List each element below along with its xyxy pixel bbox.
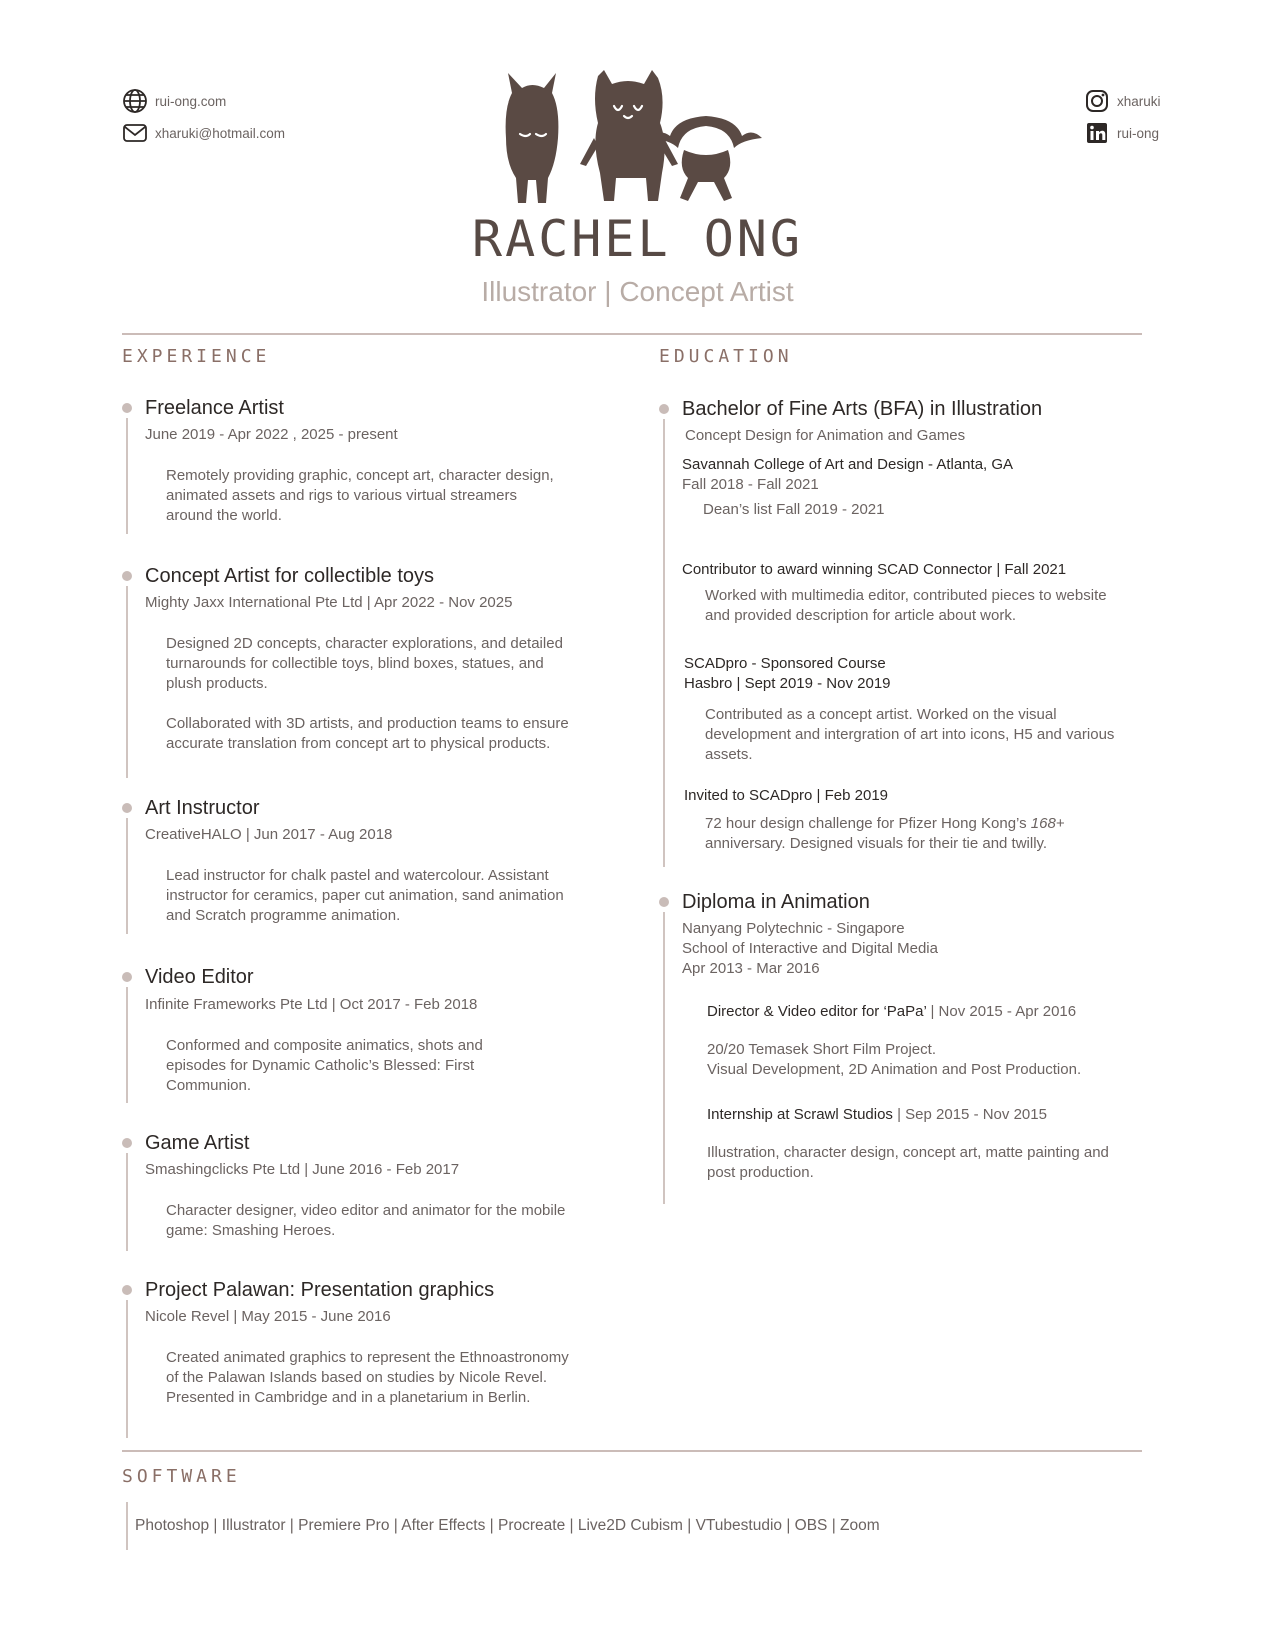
activity-description: 20/20 Temasek Short Film Project. Visual Development, 2D Animation and Post Production.	[707, 1041, 1082, 1078]
website-link[interactable]: rui-ong.com	[155, 93, 227, 109]
software-heading: SOFTWARE	[122, 1466, 241, 1487]
job-description: Collaborated with 3D artists, and production teams to ensure accurate translation from concept art to physical products.	[166, 715, 569, 752]
school-name: Savannah College of Art and Design - Atlanta, GA	[682, 456, 1014, 473]
activity-title: Invited to SCADpro | Feb 2019	[684, 787, 889, 804]
timeline-bullet	[122, 403, 132, 413]
timeline-line	[126, 418, 128, 534]
timeline-bullet	[122, 1138, 132, 1148]
job-title: Video Editor	[145, 966, 254, 988]
job-meta: Nicole Revel | May 2015 - June 2016	[145, 1308, 391, 1325]
job-title: Art Instructor	[145, 797, 260, 819]
instagram-handle[interactable]: xharuki	[1117, 93, 1161, 109]
job-meta: Mighty Jaxx International Pte Ltd | Apr 2022 - Nov 2025	[145, 594, 513, 611]
timeline-line	[126, 987, 128, 1103]
job-description: Designed 2D concepts, character explorations, and detailed turnarounds for collectible toys, blind boxes, statues, and plush products.	[166, 635, 563, 692]
faculty-name: School of Interactive and Digital Media	[682, 940, 938, 957]
honor-text: Dean’s list Fall 2019 - 2021	[703, 501, 885, 518]
timeline-bullet	[122, 972, 132, 982]
footer-divider	[122, 1450, 1142, 1452]
mascot-logo-icon	[500, 68, 780, 208]
timeline-line	[126, 1153, 128, 1251]
activity-description: Contributed as a concept artist. Worked on the visual development and intergration of art into icons, H5 and various assets.	[705, 706, 1115, 763]
job-description: Remotely providing graphic, concept art, character design, animated assets and rigs to various virtual streamers around the world.	[166, 467, 554, 524]
linkedin-icon	[1084, 120, 1110, 146]
job-meta: Smashingclicks Pte Ltd | June 2016 - Feb 2017	[145, 1161, 460, 1178]
timeline-bullet	[659, 897, 669, 907]
activity-description: 72 hour design challenge for Pfizer Hong Kong’s 168+ anniversary. Designed visuals for their tie and twilly.	[705, 815, 1065, 852]
website-contact[interactable]	[122, 88, 226, 114]
activity-title: Director & Video editor for ‘PaPa’ | Nov 2015 - Apr 2016	[707, 1003, 1077, 1020]
globe-icon	[122, 88, 148, 114]
experience-heading: EXPERIENCE	[122, 346, 271, 367]
job-meta: Infinite Frameworks Pte Ltd | Oct 2017 - Feb 2018	[145, 996, 478, 1013]
job-title: Game Artist	[145, 1132, 250, 1154]
degree-focus: Concept Design for Animation and Games	[685, 427, 966, 444]
degree-dates: Fall 2018 - Fall 2021	[682, 476, 819, 493]
activity-title: Contributor to award winning SCAD Connector | Fall 2021	[682, 561, 1067, 578]
activity-title: SCADpro - Sponsored Course	[684, 655, 886, 672]
person-name: RACHEL ONG	[471, 210, 804, 268]
job-description: Conformed and composite animatics, shots and episodes for Dynamic Catholic’s Blessed: First Communion.	[166, 1037, 483, 1094]
degree-dates: Apr 2013 - Mar 2016	[682, 960, 820, 977]
linkedin-handle[interactable]: rui-ong	[1117, 125, 1160, 141]
job-meta: June 2019 - Apr 2022 , 2025 - present	[145, 426, 398, 443]
activity-subtitle: Hasbro | Sept 2019 - Nov 2019	[684, 675, 891, 692]
timeline-line	[126, 1300, 128, 1438]
job-title: Freelance Artist	[145, 397, 284, 419]
activity-description: Worked with multimedia editor, contributed pieces to website and provided description for article about work.	[705, 587, 1107, 624]
activity-title: Internship at Scrawl Studios | Sep 2015 - Nov 2015	[707, 1106, 1047, 1123]
timeline-bullet	[122, 571, 132, 581]
email-contact[interactable]	[122, 120, 285, 146]
timeline-bullet	[122, 1285, 132, 1295]
job-title: Project Palawan: Presentation graphics	[145, 1279, 495, 1301]
timeline-line	[663, 912, 665, 1204]
job-description: Character designer, video editor and animator for the mobile game: Smashing Heroes.	[166, 1202, 566, 1239]
job-description: Lead instructor for chalk pastel and watercolour. Assistant instructor for ceramics, paper cut animation, sand animation and Scratch programme animation.	[166, 867, 564, 924]
instagram-icon	[1084, 88, 1110, 114]
instagram-contact[interactable]	[1084, 88, 1161, 114]
degree-title: Bachelor of Fine Arts (BFA) in Illustration	[682, 398, 1043, 420]
timeline-line	[126, 586, 128, 778]
school-name: Nanyang Polytechnic - Singapore	[682, 920, 905, 937]
activity-description: Illustration, character design, concept art, matte painting and post production.	[707, 1144, 1109, 1181]
timeline-line	[663, 419, 665, 867]
job-subtitle: Illustrator | Concept Artist	[481, 276, 794, 307]
job-meta: CreativeHALO | Jun 2017 - Aug 2018	[145, 826, 393, 843]
mail-icon	[122, 120, 148, 146]
timeline-line	[126, 818, 128, 934]
email-link[interactable]: xharuki@hotmail.com	[155, 125, 285, 141]
job-description: Created animated graphics to represent the Ethnoastronomy of the Palawan Islands based on studies by Nicole Revel. Presented in Cambridge and in a planetarium in Berlin.	[166, 1349, 569, 1406]
education-heading: EDUCATION	[659, 346, 793, 367]
timeline-bullet	[659, 404, 669, 414]
header-divider	[122, 333, 1142, 335]
software-list: Photoshop | Illustrator | Premiere Pro | After Effects | Procreate | Live2D Cubism | VTubestudio | OBS | Zoom	[135, 1517, 880, 1534]
timeline-bullet	[122, 803, 132, 813]
linkedin-contact[interactable]	[1084, 120, 1159, 146]
software-line	[126, 1502, 128, 1550]
job-title: Concept Artist for collectible toys	[145, 565, 435, 587]
degree-title: Diploma in Animation	[682, 891, 870, 913]
